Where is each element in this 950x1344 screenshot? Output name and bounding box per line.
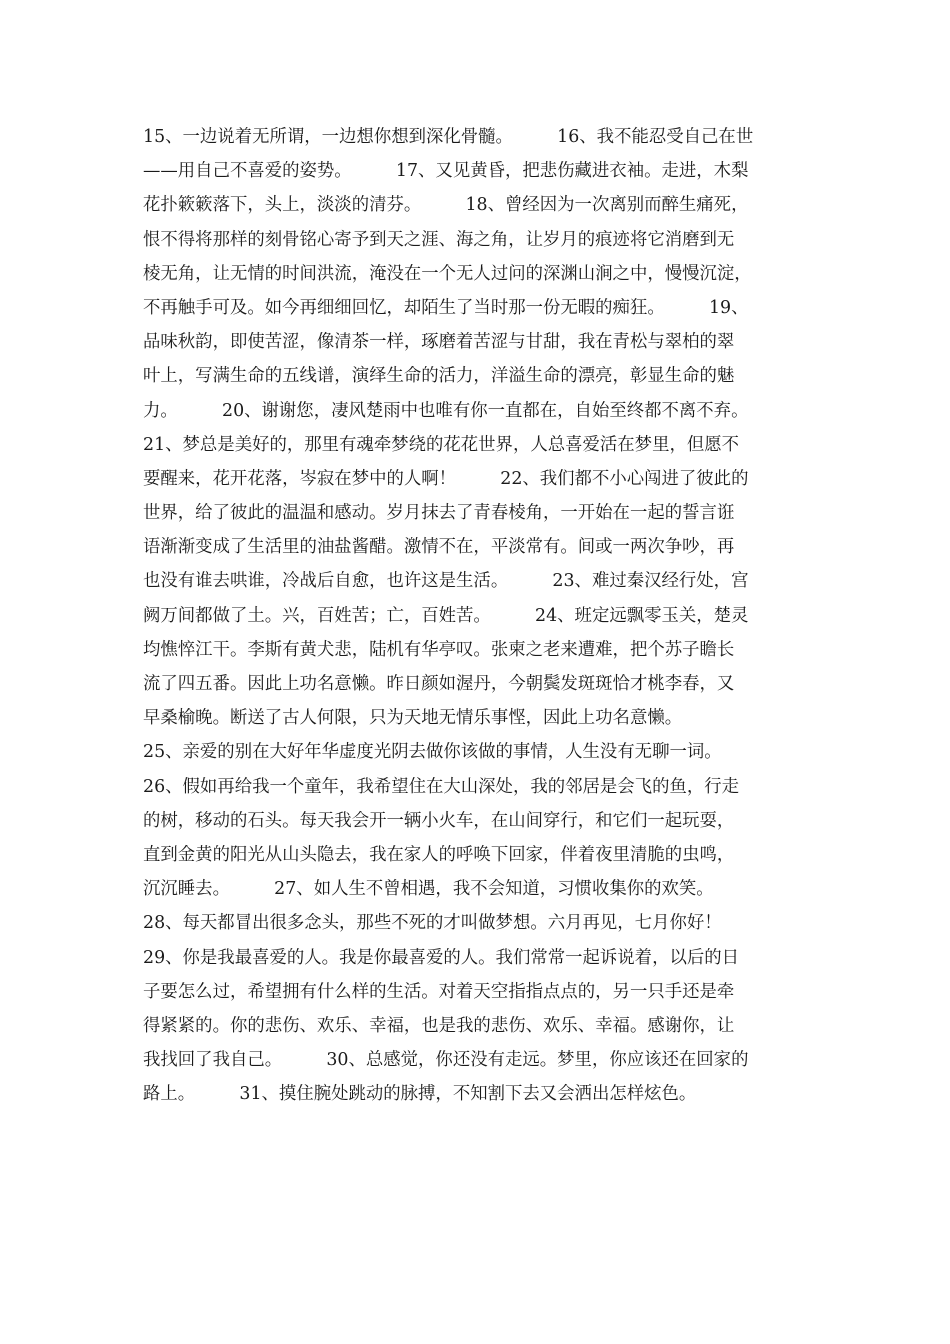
text-line: 花扑簌簌落下，头上，淡淡的清芬。 18、曾经因为一次离别而醉生痛死， [143, 195, 749, 216]
text-line: 流了四五番。因此上功名意懒。昨日颜如渥丹，今朝鬓发斑斑恰才桃李春，又 [143, 674, 735, 694]
text-line: 叶上，写满生命的五线谱，演绎生命的活力，洋溢生命的漂亮，彰显生命的魅 [143, 366, 735, 387]
text-line: 早桑榆晚。断送了古人何限，只为天地无情乐事悭，因此上功名意懒。 [143, 708, 683, 729]
text-line: 品味秋韵，即使苦涩，像清茶一样，琢磨着苦涩与甘甜，我在青松与翠柏的翠 [143, 332, 735, 353]
text-line: 15、一边说着无所谓，一边想你想到深化骨髓。 16、我不能忍受自己在世 [143, 127, 754, 147]
text-line: 沉沉睡去。 27、如人生不曾相遇，我不会知道，习惯收集你的欢笑。 [143, 879, 714, 900]
text-line: 路上。 31、摸住腕处跳动的脉搏，不知割下去又会洒出怎样炫色。 [143, 1084, 697, 1105]
text-line: 的树，移动的石头。每天我会开一辆小火车，在山间穿行，和它们一起玩耍， [143, 810, 735, 831]
text-line: 我找回了我自己。 30、总感觉，你还没有走远。梦里，你应该还在回家的 [143, 1050, 749, 1071]
text-line: 恨不得将那样的刻骨铭心寄予到天之涯、海之角，让岁月的痕迹将它消磨到无 [143, 229, 735, 250]
text-line: 28、每天都冒出很多念头，那些不死的才叫做梦想。六月再见，七月你好！ [143, 913, 722, 934]
text-line: 25、亲爱的别在大好年华虚度光阴去做你该做的事情，人生没有无聊一词。 [143, 742, 722, 763]
text-line: 26、假如再给我一个童年，我希望住在大山深处，我的邻居是会飞的鱼，行走 [143, 776, 740, 797]
text-line: 阙万间都做了土。兴，百姓苦；亡，百姓苦。 24、班定远飘零玉关，楚灵 [143, 605, 749, 626]
text-line: 21、梦总是美好的，那里有魂牵梦绕的花花世界，人总喜爱活在梦里，但愿不 [143, 434, 740, 455]
text-line: 力。 20、谢谢您，凄风楚雨中也唯有你一直都在，自始至终都不离不弃。 [143, 400, 749, 421]
text-line: 均憔悴江干。李斯有黄犬悲，陆机有华亭叹。张柬之老来遭难，把个苏子瞻长 [143, 639, 735, 660]
text-line: 也没有谁去哄谁，冷战后自愈，也许这是生活。 23、难过秦汉经行处，宫 [143, 571, 749, 592]
text-line: 子要怎么过，希望拥有什么样的生活。对着天空指指点点的，另一只手还是牵 [143, 981, 735, 1002]
body-text [143, 120, 808, 1111]
text-line: 要醒来，花开花落，岑寂在梦中的人啊！ 22、我们都不小心闯进了彼此的 [143, 468, 749, 489]
text-line: 直到金黄的阳光从山头隐去，我在家人的呼唤下回家，伴着夜里清脆的虫鸣， [143, 844, 735, 865]
text-line: ——用自己不喜爱的姿势。 17、又见黄昏，把悲伤藏进衣袖。走进，木梨 [143, 161, 749, 182]
text-line: 棱无角，让无情的时间洪流，淹没在一个无人过问的深渊山涧之中，慢慢沉淀， [143, 263, 752, 284]
text-line: 29、你是我最喜爱的人。我是你最喜爱的人。我们常常一起诉说着，以后的日 [143, 947, 740, 968]
text-line: 语渐渐变成了生活里的油盐酱醋。激情不在，平淡常有。间或一两次争吵，再 [143, 537, 735, 558]
text-line: 世界，给了彼此的温温和感动。岁月抹去了青春棱角，一开始在一起的誓言诳 [143, 503, 735, 524]
text-line: 得紧紧的。你的悲伤、欢乐、幸福，也是我的悲伤、欢乐、幸福。感谢你，让 [143, 1015, 735, 1036]
text-line: 不再触手可及。如今再细细回忆，却陌生了当时那一份无暇的痴狂。 19、 [143, 297, 749, 318]
